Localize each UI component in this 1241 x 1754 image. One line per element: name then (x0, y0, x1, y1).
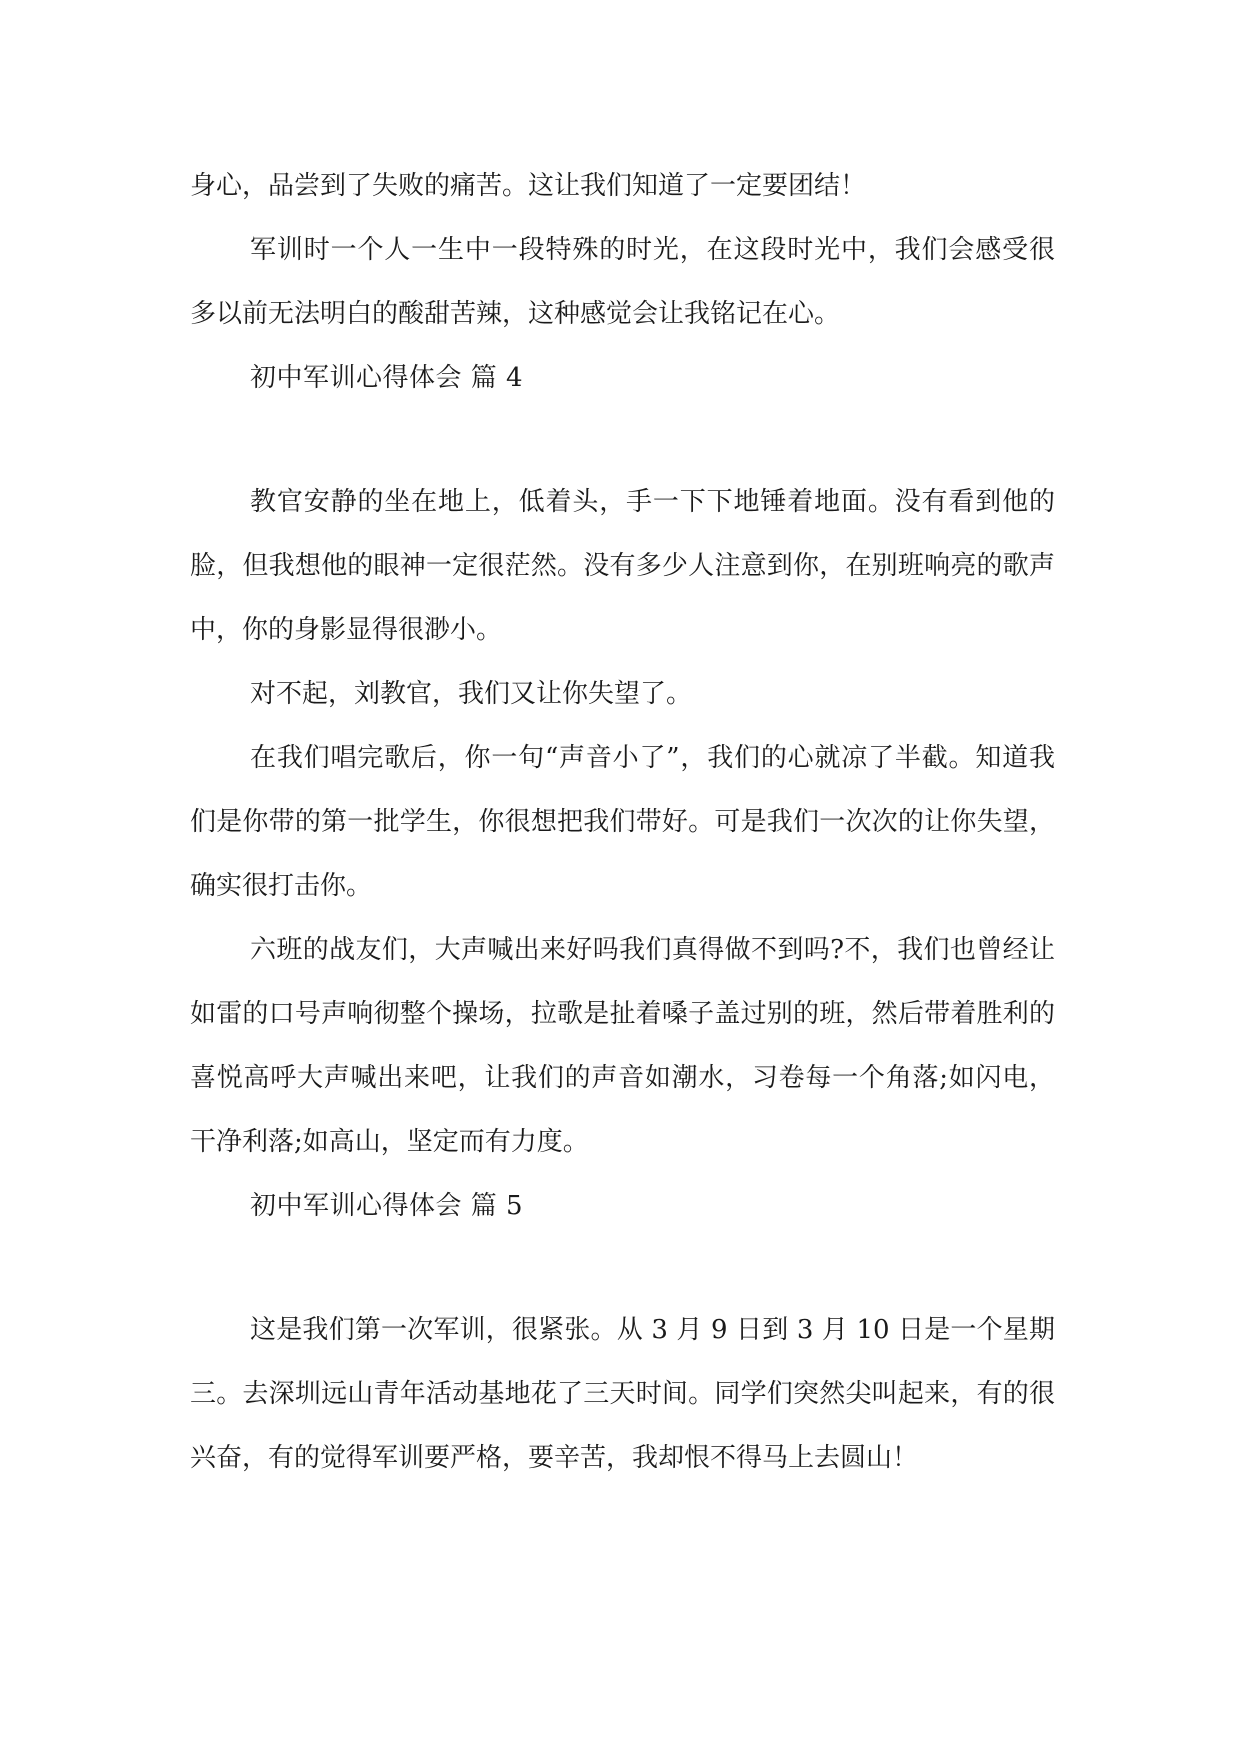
document-body (190, 154, 1055, 1490)
section-heading-5: 初中军训心得体会 篇 5 (250, 1191, 524, 1221)
section-spacer (190, 410, 1055, 470)
paragraph: 这是我们第一次军训，很紧张。从 3 月 9 日到 3 月 10 日是一个星期三。去深圳远山青年活动基地花了三天时间。同学们突然尖叫起来，有的很兴奋，有的觉得军训要严格，要辛苦，我却恨不得马上去圆山！ (190, 1315, 1055, 1473)
paragraph: 在我们唱完歌后，你一句“声音小了”，我们的心就凉了半截。知道我们是你带的第一批学生，你很想把我们带好。可是我们一次次的让你失望，确实很打击你。 (190, 743, 1055, 901)
section-heading-4: 初中军训心得体会 篇 4 (250, 363, 524, 393)
paragraph: 军训时一个人一生中一段特殊的时光，在这段时光中，我们会感受很多以前无法明白的酸甜苦辣，这种感觉会让我铭记在心。 (190, 235, 1055, 329)
paragraph: 对不起，刘教官，我们又让你失望了。 (250, 679, 693, 709)
paragraph-continued: 身心，品尝到了失败的痛苦。这让我们知道了一定要团结！ (190, 171, 867, 201)
paragraph: 教官安静的坐在地上，低着头，手一下下地锤着地面。没有看到他的脸，但我想他的眼神一定很茫然。没有多少人注意到你，在别班响亮的歌声中，你的身影显得很渺小。 (190, 487, 1055, 645)
paragraph: 六班的战友们，大声喊出来好吗我们真得做不到吗?不，我们也曾经让如雷的口号声响彻整个操场，拉歌是扯着嗓子盖过别的班，然后带着胜利的喜悦高呼大声喊出来吧，让我们的声音如潮水，习卷每一个角落;如闪电，干净利落;如高山，坚定而有力度。 (190, 935, 1055, 1157)
section-spacer (190, 1238, 1055, 1298)
